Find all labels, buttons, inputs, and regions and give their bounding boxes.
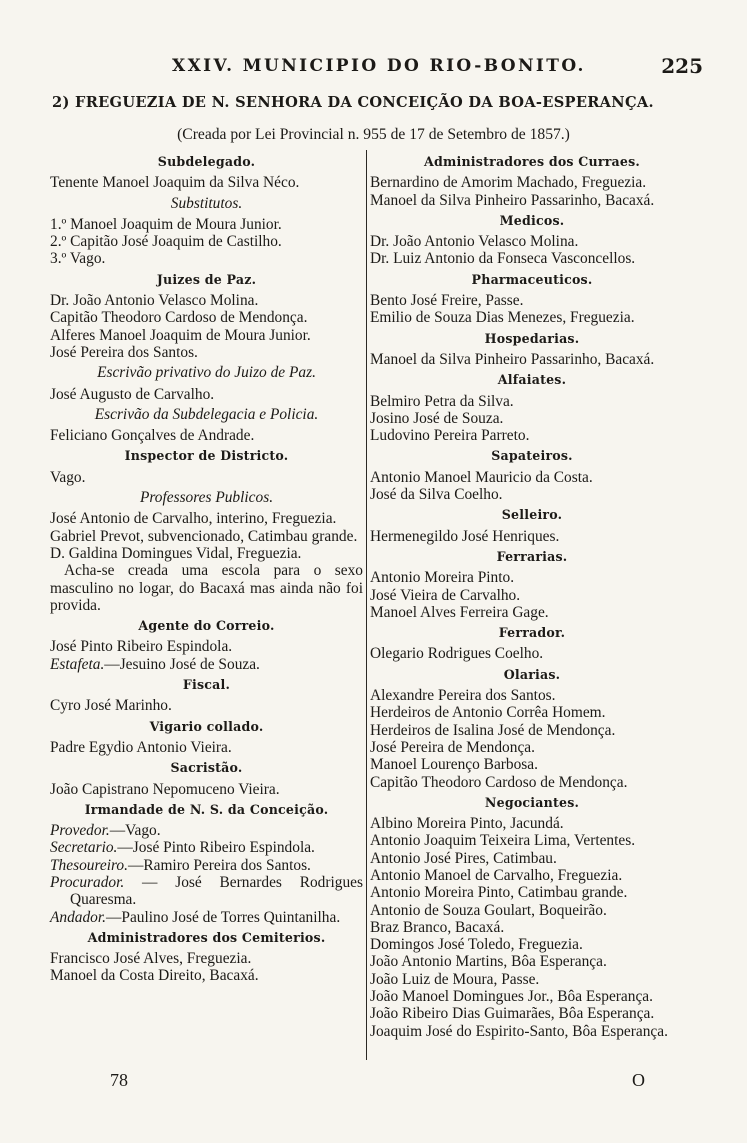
irmandade-row: [50, 839, 363, 856]
role-holder: — José Bernardes Rodrigues Quaresma.: [70, 873, 363, 909]
estafeta-entry: [50, 656, 363, 673]
heading-ferrador: Ferrador.: [498, 625, 566, 641]
correio-agente: José Pinto Ribeiro Espindola.: [50, 638, 233, 656]
heading-fiscal: Fiscal.: [182, 677, 231, 693]
list-item: Francisco José Alves, Freguezia.: [50, 950, 252, 968]
vigario-entry: Padre Egydio Antonio Vieira.: [50, 738, 232, 756]
subdelegado-entry: Tenente Manoel Joaquim da Silva Néco.: [50, 174, 300, 192]
escola-note: Acha-se creada uma escola para o sexo masculino no logar, do Bacaxá mas ainda não foi provida.: [50, 562, 363, 614]
role-holder: —José Pinto Ribeiro Espindola.: [117, 839, 315, 857]
escrivao-sub-entry: Feliciano Gonçalves de Andrade.: [50, 427, 255, 445]
page-number: 225: [661, 54, 703, 78]
list-item: Domingos José Toledo, Freguezia.: [370, 936, 583, 954]
list-item: Josino José de Souza.: [370, 409, 504, 427]
list-item: Hermenegildo José Henriques.: [370, 527, 560, 545]
list-item: 3.º Vago.: [50, 250, 106, 268]
inspector-entry: Vago.: [50, 468, 86, 486]
heading-ferrarias: Ferrarias.: [496, 548, 568, 564]
list-item: Olegario Rodrigues Coelho.: [370, 645, 544, 663]
list-item: Gabriel Prevot, subvencionado, Catimbau grande.: [50, 527, 358, 545]
list-item: Antonio José Pires, Catimbau.: [370, 849, 557, 867]
column-divider: [366, 150, 367, 1060]
list-item: Ludovino Pereira Parreto.: [370, 427, 530, 445]
list-item: Dr. João Antonio Velasco Molina.: [50, 292, 259, 310]
list-item: Dr. João Antonio Velasco Molina.: [370, 233, 579, 251]
heading-sacristao: Sacristão.: [170, 760, 243, 776]
heading-negociantes: Negociantes.: [484, 794, 580, 810]
list-item: João Luiz de Moura, Passe.: [370, 970, 540, 988]
footer-mark: O: [632, 1070, 645, 1090]
estafeta-name: —Jesuino José de Souza.: [104, 655, 260, 673]
page-header: [0, 56, 747, 80]
irmandade-row: [50, 874, 363, 909]
list-item: José Pereira de Mendonça.: [370, 738, 535, 756]
heading-alfaiates: Alfaiates.: [497, 372, 567, 388]
heading-juizes: Juizes de Paz.: [156, 271, 257, 287]
heading-vigario: Vigario collado.: [149, 718, 264, 734]
list-item: Manoel Lourenço Barbosa.: [370, 756, 538, 774]
role-label: Provedor.: [50, 822, 110, 840]
list-item: Manoel da Silva Pinheiro Passarinho, Bacaxá.: [370, 191, 655, 209]
list-item: Antonio Joaquim Teixeira Lima, Vertentes.: [370, 832, 636, 850]
list-item: Antonio Moreira Pinto, Catimbau grande.: [370, 884, 628, 902]
list-item: Albino Moreira Pinto, Jacundá.: [370, 815, 564, 833]
list-item: Braz Branco, Bacaxá.: [370, 918, 505, 936]
list-item: 2.º Capitão José Joaquim de Castilho.: [50, 233, 282, 251]
heading-irmandade: Irmandade de N. S. da Conceição.: [84, 801, 329, 817]
heading-substitutos: Substitutos.: [170, 194, 243, 212]
irmandade-row: [50, 909, 363, 926]
list-item: Capitão Theodoro Cardoso de Mendonça.: [50, 309, 308, 327]
list-item: 1.º Manoel Joaquim de Moura Junior.: [50, 215, 282, 233]
irmandade-row: [50, 857, 363, 874]
role-label: Andador.: [50, 908, 107, 926]
role-holder: —Paulino José de Torres Quintanilha.: [106, 908, 341, 926]
list-item: Manoel da Costa Direito, Bacaxá.: [50, 967, 259, 985]
heading-olarias: Olarias.: [503, 666, 561, 682]
heading-cemiterios: Administradores dos Cemiterios.: [87, 929, 326, 945]
section-title: 2) FREGUEZIA DE N. SENHORA DA CONCEIÇÃO DA BOA-ESPERANÇA.: [52, 94, 654, 111]
list-item: José da Silva Coelho.: [370, 486, 503, 504]
list-item: Manoel Alves Ferreira Gage.: [370, 603, 549, 621]
heading-sapateiros: Sapateiros.: [491, 448, 573, 464]
list-item: Antonio Manoel de Carvalho, Freguezia.: [370, 866, 623, 884]
list-item: Capitão Theodoro Cardoso de Mendonça.: [370, 773, 628, 791]
list-item: João Ribeiro Dias Guimarães, Bôa Esperança.: [370, 1005, 655, 1023]
fiscal-entry: Cyro José Marinho.: [50, 697, 172, 715]
heading-inspector: Inspector de Districto.: [124, 448, 289, 464]
list-item: Alexandre Pereira dos Santos.: [370, 687, 556, 705]
list-item: José Pereira dos Santos.: [50, 343, 198, 361]
list-item: Antonio de Souza Goulart, Boqueirão.: [370, 901, 607, 919]
heading-selleiro: Selleiro.: [501, 507, 563, 523]
heading-curraes: Administradores dos Curraes.: [423, 154, 641, 169]
signature-mark: 78: [110, 1070, 128, 1090]
list-item: Herdeiros de Isalina José de Mendonça.: [370, 721, 616, 739]
estafeta-label: Estafeta.: [50, 655, 105, 673]
list-item: Alferes Manoel Joaquim de Moura Junior.: [50, 326, 311, 344]
list-item: Joaquim José do Espirito-Santo, Bôa Esperança.: [370, 1022, 668, 1040]
list-item: João Antonio Martins, Bôa Esperança.: [370, 953, 607, 971]
list-item: Bernardino de Amorim Machado, Freguezia.: [370, 174, 647, 192]
list-item: Herdeiros de Antonio Corrêa Homem.: [370, 704, 606, 722]
heading-hospedarias: Hospedarias.: [484, 330, 580, 346]
role-label: Procurador.: [50, 873, 125, 891]
list-item: José Vieira de Carvalho.: [370, 586, 521, 604]
heading-subdelegado: Subdelegado.: [157, 154, 256, 169]
list-item: D. Galdina Domingues Vidal, Freguezia.: [50, 544, 302, 562]
right-column: [370, 150, 694, 1040]
list-item: José Antonio de Carvalho, interino, Freguezia.: [50, 510, 337, 528]
escrivao-juizo-entry: José Augusto de Carvalho.: [50, 385, 215, 403]
creation-note: (Creada por Lei Provincial n. 955 de 17 de Setembro de 1857.): [177, 126, 570, 143]
role-label: Secretario.: [50, 839, 118, 857]
list-item: Dr. Luiz Antonio da Fonseca Vasconcellos.: [370, 250, 636, 268]
heading-escrivao-juizo: Escrivão privativo do Juizo de Paz.: [97, 364, 316, 382]
heading-pharmaceuticos: Pharmaceuticos.: [471, 271, 593, 287]
sacristao-entry: João Capistrano Nepomuceno Vieira.: [50, 780, 280, 798]
list-item: Antonio Moreira Pinto.: [370, 569, 515, 587]
irmandade-row: [50, 822, 363, 839]
role-holder: —Ramiro Pereira dos Santos.: [127, 856, 311, 874]
role-label: Thesoureiro.: [50, 856, 128, 874]
heading-escrivao-subdelegacia: Escrivão da Subdelegacia e Policia.: [94, 405, 319, 423]
list-item: Manoel da Silva Pinheiro Passarinho, Bacaxá.: [370, 350, 655, 368]
heading-correio: Agente do Correio.: [138, 618, 275, 634]
list-item: Antonio Manoel Mauricio da Costa.: [370, 468, 593, 486]
list-item: João Manoel Domingues Jor., Bôa Esperança.: [370, 988, 653, 1006]
list-item: Emilio de Souza Dias Menezes, Freguezia.: [370, 309, 635, 327]
heading-professores: Professores Publicos.: [139, 489, 274, 507]
running-title: XXIV. MUNICIPIO DO RIO-BONITO.: [172, 56, 586, 76]
role-holder: —Vago.: [109, 822, 161, 840]
left-column: [50, 150, 363, 985]
heading-medicos: Medicos.: [499, 212, 565, 228]
list-item: Bento José Freire, Passe.: [370, 292, 524, 310]
list-item: Belmiro Petra da Silva.: [370, 392, 514, 410]
